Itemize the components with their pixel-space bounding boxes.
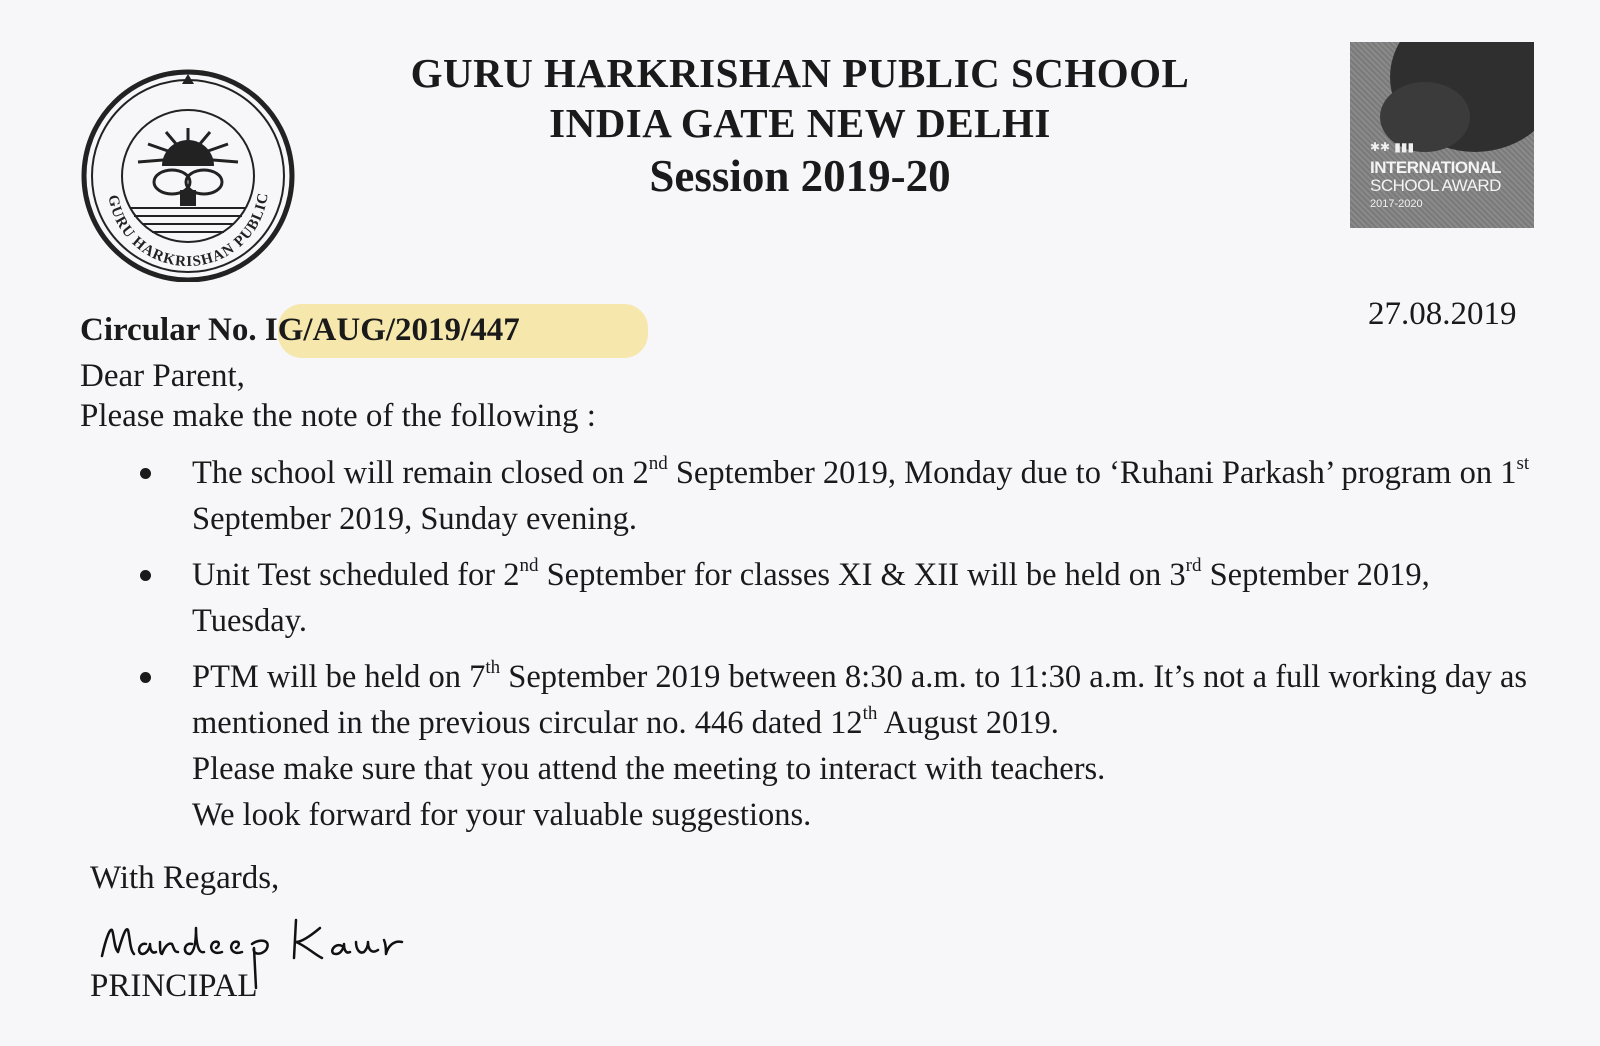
- notice-list: [130, 450, 1540, 848]
- list-item: [130, 654, 1540, 838]
- item-text: We look forward for your valuable suggestions.: [192, 797, 812, 833]
- list-item: [130, 552, 1540, 644]
- award-years: 2017-2020: [1370, 198, 1423, 210]
- ordinal-suffix: nd: [519, 555, 539, 576]
- british-council-logo-icon: ✱✱ ▮▮▮: [1370, 140, 1415, 154]
- ordinal-suffix: nd: [648, 453, 668, 474]
- bullet-icon: [140, 468, 151, 479]
- ordinal-suffix: rd: [1185, 555, 1202, 576]
- circular-label: Circular No.: [80, 312, 257, 348]
- circular-number-line: [80, 312, 520, 349]
- designation: PRINCIPAL: [90, 968, 258, 1004]
- item-text: September for classes XI & XII will be held on 3: [538, 557, 1186, 593]
- item-text: September 2019, Tuesday.: [192, 557, 1430, 639]
- greeting: Dear Parent,: [80, 358, 245, 394]
- logo-ring-text: GURU HARKRISHAN PUBLIC: [104, 191, 272, 271]
- item-text: Unit Test scheduled for 2: [192, 557, 520, 593]
- item-text: September 2019, Monday due to ‘Ruhani Parkash’ program on 1: [667, 455, 1517, 491]
- item-text: September 2019, Sunday evening.: [192, 501, 637, 537]
- intro-text: Please make the note of the following :: [80, 398, 596, 434]
- item-text: PTM will be held on 7: [192, 659, 486, 695]
- award-title-line2: SCHOOL AWARD: [1370, 176, 1501, 195]
- item-text: Please make sure that you attend the meeting to interact with teachers.: [192, 751, 1106, 787]
- bullet-icon: [140, 570, 151, 581]
- list-item: [130, 450, 1540, 542]
- ordinal-suffix: th: [485, 657, 501, 678]
- item-text: September 2019 between 8:30 a.m. to 11:30 a.m. It’s not a full working day as mentioned in the previous circular no. 446 dated 12: [192, 659, 1528, 741]
- circular-number: IG/AUG/2019/447: [264, 312, 520, 348]
- item-text: August 2019.: [877, 705, 1059, 741]
- school-crest-icon: [78, 66, 298, 282]
- closing: With Regards,: [90, 860, 280, 896]
- bullet-icon: [140, 672, 151, 683]
- item-text: The school will remain closed on 2: [192, 455, 649, 491]
- session-title: Session 2019-20: [649, 151, 951, 201]
- ordinal-suffix: th: [862, 703, 878, 724]
- school-address: INDIA GATE NEW DELHI: [549, 100, 1051, 146]
- international-school-award-badge: [1350, 42, 1534, 228]
- school-name: GURU HARKRISHAN PUBLIC SCHOOL: [410, 50, 1190, 96]
- letterhead: [300, 48, 1300, 204]
- circular-date: 27.08.2019: [1368, 296, 1517, 332]
- ordinal-suffix: st: [1516, 453, 1530, 474]
- award-title-line1: INTERNATIONAL: [1370, 158, 1502, 177]
